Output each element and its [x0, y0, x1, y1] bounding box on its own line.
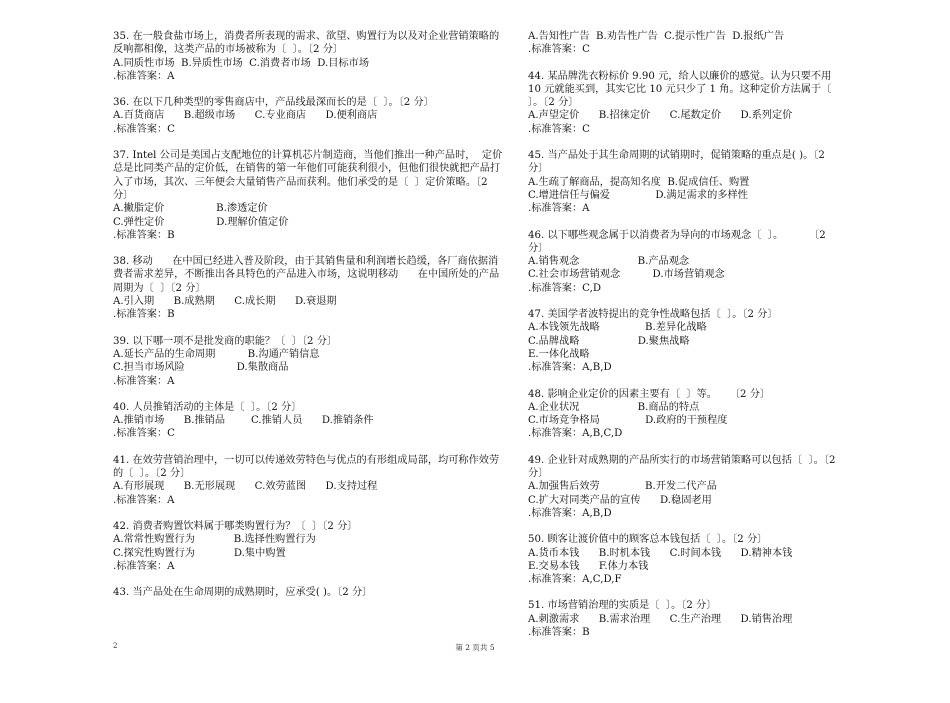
question-stem: 48. 影响企业定价的因素主要有〔 〕等。 〔2 分〕 [528, 388, 771, 400]
question-options: A.常常性购置行为 B.选择性购置行为 [113, 534, 316, 546]
question-stem: 43. 当产品处在生命周期的成熟期时，应承受( )。〔2 分〕 [113, 587, 373, 599]
question-stem: 50. 顾客让渡价值中的顾客总本钱包括〔 〕。〔2 分〕 [528, 534, 768, 546]
question-stem: 37. Intel 公司是美国占支配地位的计算机芯片制造商，当他们推出一种产品时， 定价总是比同类产品的定价低，在销售的第一年他们可能获利很小，但他们很快就把产品打入了市场，其次、三年便会大量销售产品而获利。他们承受的是〔 〕定价策略。〔2 分〕 [113, 150, 503, 201]
question-item [528, 388, 840, 441]
question-options: C.品牌战略 D.聚焦战略 [528, 335, 690, 347]
question-item [528, 533, 840, 586]
standard-answer: .标准答案：B [113, 229, 175, 241]
question-options: A.加强售后效劳 B.开发二代产品 [528, 481, 717, 493]
question-item [113, 96, 505, 136]
question-options: A.货币本钱 B.时机本钱 C.时间本钱 D.精神本钱 [528, 547, 793, 559]
question-options: A.刺激需求 B.需求治理 C.生产治理 D.销售治理 [528, 613, 793, 625]
standard-answer: .标准答案：C [528, 44, 590, 56]
question-options: A.声望定价 B.招徕定价 C.尾数定价 D.系列定价 [528, 110, 793, 122]
question-options: C.探究性购置行为 D.集中购置 [113, 547, 286, 559]
question-stem: 41. 在效劳营销治理中，一切可以传递效劳特色与优点的有形组成局部，均可称作效劳的〔 〕。〔2 分〕 [113, 454, 500, 480]
standard-answer: .标准答案：A,B,C,D [528, 428, 623, 440]
question-stem: 46. 以下哪些观念属于以消费者为导向的市场观念〔 〕。 〔2 分〕 [528, 229, 829, 254]
question-stem: 39. 以下哪一项不是批发商的职能？〔 〕〔2 分〕 [113, 335, 338, 347]
standard-answer: .标准答案：A [528, 203, 590, 215]
question-stem: 49. 企业针对成熟期的产品所实行的市场营销策略可以包括〔 〕。〔2 分〕 [528, 454, 839, 480]
question-options: A.延长产品的生命周期 B.沟通产销信息 [113, 348, 320, 360]
question-options: C.担当市场风险 D.集散商品 [113, 362, 289, 374]
question-options: C.扩大对同类产品的宣传 D.稳固老用 [528, 494, 712, 506]
question-options: A.生疏了解商品，提高知名度 B.促成信任、购置 [528, 176, 750, 188]
question-options: A.推销市场 B.推销品 C.推销人员 D.推销条件 [113, 415, 374, 427]
question-stem: 44. 某品牌洗衣粉标价 9.90 元，给人以廉价的感觉。认为只要不用 10 元就能买到，其实它比 10 元只少了 1 角。这种定价方法属于〔 〕。〔2 分〕 [528, 70, 838, 109]
standard-answer: .标准答案：B [528, 626, 590, 638]
question-item [113, 149, 505, 242]
question-options: C.增进信任与偏爱 D.满足需求的多样性 [528, 189, 748, 201]
question-item [113, 255, 505, 321]
question-stem: 35. 在一般食盐市场上，消费者所表现的需求、欲望、购置行为以及对企业营销策略的反响都相像，这类产品的市场被称为〔 〕。〔2 分〕 [113, 31, 500, 56]
question-options: A.企业状况 B.商品的特点 [528, 401, 700, 413]
question-item [113, 335, 505, 388]
question-item [528, 229, 840, 295]
standard-answer: .标准答案：A,B,D [528, 507, 612, 519]
standard-answer: .标准答案：C,D [528, 282, 602, 294]
question-stem: 45. 当产品处于其生命周期的试销期时，促销策略的重点是( )。〔2 分〕 [528, 150, 829, 175]
question-options: C.社会市场营销观念 D.市场营销观念 [528, 269, 725, 281]
question-item [113, 454, 505, 507]
page-number: 第 2 页共 5 [455, 643, 495, 652]
standard-answer: .标准答案：B [113, 309, 175, 321]
question-options: C.弹性定价 D.理解价值定价 [113, 216, 289, 228]
question-item [528, 149, 840, 215]
question-options: A.有形展现 B.无形展现 C.效劳蓝图 D.支持过程 [113, 481, 378, 493]
standard-answer: .标准答案：A [113, 375, 175, 387]
question-stem: 38. 移动 在中国已经进入普及阶段，由于其销售量和利润增长趋缓，各厂商依据消费者需求差异，不断推出各具特色的产品进入市场，这说明移动 在中国所处的产品周期为〔 〕〔2 分〕 [113, 256, 500, 294]
question-options: E.一体化战略 [528, 348, 590, 360]
right-column [528, 30, 840, 652]
standard-answer: .标准答案：A,B,D [528, 362, 612, 374]
question-item [528, 30, 840, 57]
standard-answer: .标准答案：C [528, 123, 590, 135]
question-item [528, 454, 840, 520]
standard-answer: .标准答案：A [113, 494, 175, 506]
standard-answer: .标准答案：A [113, 560, 175, 572]
question-options: C.市场竞争格局 D.政府的干预程度 [528, 415, 728, 427]
standard-answer: .标准答案：C [113, 123, 175, 135]
question-item [528, 70, 840, 136]
question-item [528, 599, 840, 639]
standard-answer: .标准答案：A [113, 70, 175, 82]
question-options: A.销售观念 B.产品观念 [528, 256, 690, 268]
standard-answer: .标准答案：C [113, 428, 175, 440]
question-stem: 36. 在以下几种类型的零售商店中，产品线最深而长的是〔 〕。〔2 分〕 [113, 97, 434, 109]
question-stem: 51. 市场营销治理的实质是〔 〕。〔2 分〕 [528, 600, 717, 612]
question-item [113, 520, 505, 573]
question-options: A.告知性广告 B.劝告性广告 C.提示性广告 D.报纸广告 [528, 31, 785, 42]
standard-answer: .标准答案：A,C,D,F [528, 574, 622, 586]
question-options: A.同质性市场 B.异质性市场 C.消费者市场 D.目标市场 [113, 57, 370, 69]
left-column [113, 30, 505, 612]
question-item [113, 30, 505, 83]
question-stem: 42. 消费者购置饮料属于哪类购置行为？〔 〕〔2 分〕 [113, 520, 358, 532]
question-stem: 40. 人员推销活动的主体是〔 〕。〔2 分〕 [113, 401, 302, 413]
page-marker: 2 [113, 642, 118, 650]
question-stem: 47. 美国学者波特提出的竞争性战略包括〔 〕。〔2 分〕 [528, 309, 778, 321]
question-item [113, 586, 505, 599]
question-item [113, 401, 505, 441]
question-options: A.百货商店 B.超级市场 C.专业商店 D.便利商店 [113, 110, 378, 122]
question-options: A.撇脂定价 B.渗透定价 [113, 203, 268, 215]
question-options: A.引入期 B.成熟期 C.成长期 D.衰退期 [113, 296, 337, 308]
question-options: E.交易本钱 F.体力本钱 [528, 560, 649, 572]
question-item [528, 308, 840, 374]
question-options: A.本钱领先战略 B.差异化战略 [528, 322, 707, 334]
